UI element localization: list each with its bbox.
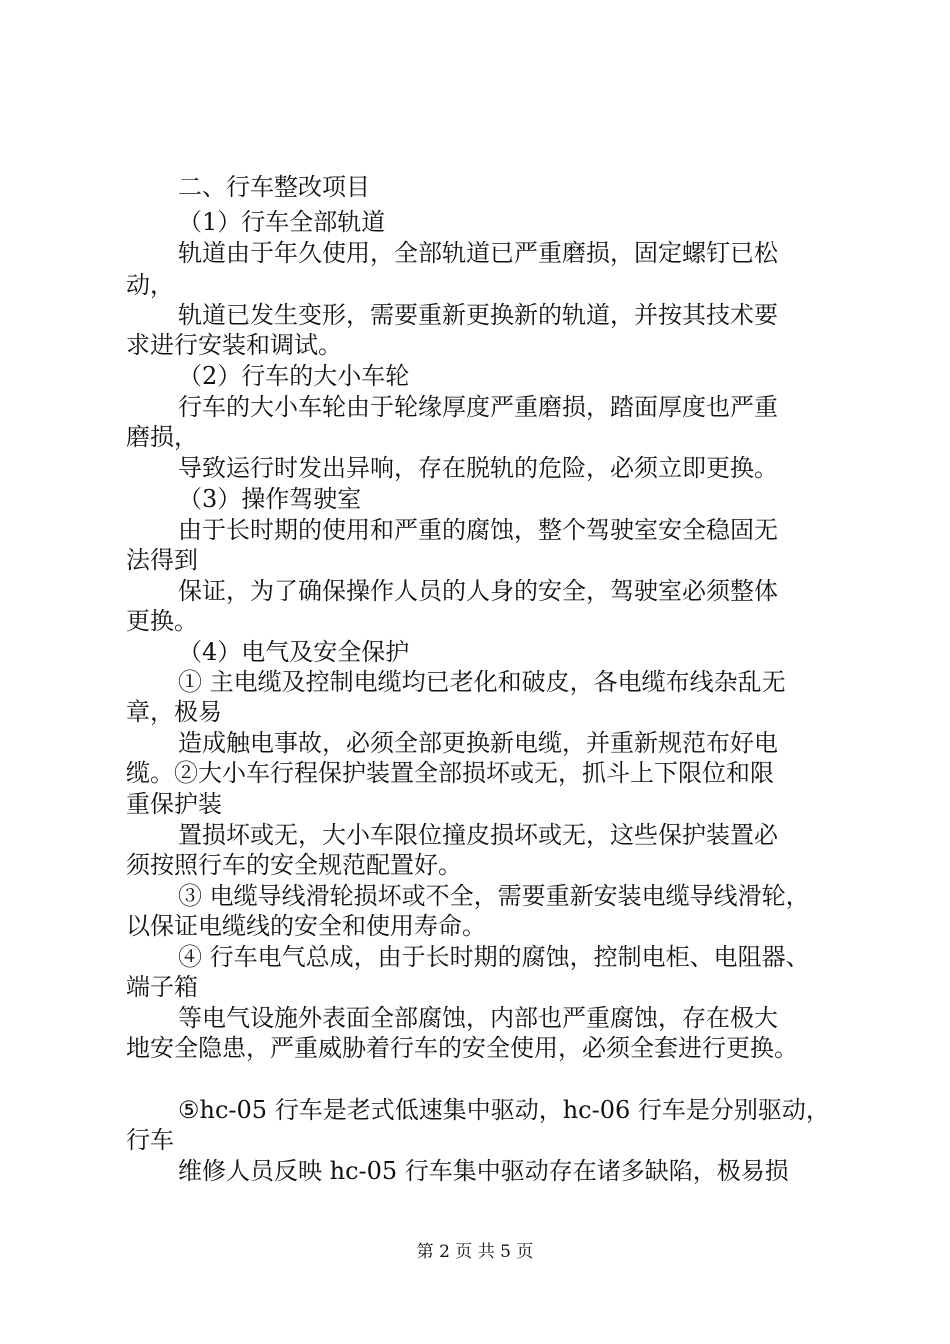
paragraph-line: 动， — [126, 271, 174, 299]
paragraph-line: 轨道已发生变形，需要重新更换新的轨道，并按其技术要 — [178, 301, 778, 329]
paragraph-line: ③ 电缆导线滑轮损坏或不全，需要重新安装电缆导线滑轮， — [178, 882, 810, 910]
paragraph-line: ⑤hc-05 行车是老式低速集中驱动，hc-06 行车是分别驱动， — [178, 1096, 830, 1124]
paragraph-line: 行车 — [126, 1126, 174, 1154]
paragraph-line: 导致运行时发出异响，存在脱轨的危险，必须立即更换。 — [178, 454, 778, 482]
paragraph-line: 等电气设施外表面全部腐蚀，内部也严重腐蚀，存在极大 — [178, 1004, 778, 1032]
paragraph-line: 法得到 — [126, 546, 198, 574]
paragraph-line: 章，极易 — [126, 698, 222, 726]
subheading: （1）行车全部轨道 — [178, 208, 386, 236]
paragraph-line: ① 主电缆及控制电缆均已老化和破皮，各电缆布线杂乱无 — [178, 668, 786, 696]
subheading: （3）操作驾驶室 — [178, 485, 362, 513]
paragraph-line: 以保证电缆线的安全和使用寿命。 — [126, 912, 486, 940]
paragraph-line: 端子箱 — [126, 973, 198, 1001]
paragraph-line: 缆。②大小车行程保护装置全部损坏或无，抓斗上下限位和限 — [126, 759, 774, 787]
paragraph-line: 轨道由于年久使用，全部轨道已严重磨损，固定螺钉已松 — [178, 239, 778, 267]
paragraph-line: 由于长时期的使用和严重的腐蚀，整个驾驶室安全稳固无 — [178, 516, 778, 544]
paragraph-line: 造成触电事故，必须全部更换新电缆，并重新规范布好电 — [178, 729, 778, 757]
paragraph-line: 更换。 — [126, 607, 198, 635]
subheading: （4）电气及安全保护 — [178, 638, 410, 666]
paragraph-line: 地安全隐患，严重威胁着行车的安全使用，必须全套进行更换。 — [126, 1034, 798, 1062]
paragraph-line: 须按照行车的安全规范配置好。 — [126, 851, 462, 879]
paragraph-line: 置损坏或无，大小车限位撞皮损坏或无，这些保护装置必 — [178, 821, 778, 849]
page-number: 第 2 页 共 5 页 — [416, 1242, 534, 1262]
section-heading: 二、行车整改项目 — [178, 173, 370, 201]
paragraph-line: 磨损， — [126, 423, 198, 451]
paragraph-line: 重保护装 — [126, 790, 222, 818]
paragraph-line: 保证，为了确保操作人员的人身的安全，驾驶室必须整体 — [178, 577, 778, 605]
paragraph-line: 行车的大小车轮由于轮缘厚度严重磨损，踏面厚度也严重 — [178, 393, 778, 421]
paragraph-line: 维修人员反映 hc-05 行车集中驱动存在诸多缺陷，极易损 — [178, 1157, 789, 1185]
paragraph-line: ④ 行车电气总成，由于长时期的腐蚀，控制电柜、电阻器、 — [178, 943, 810, 971]
subheading: （2）行车的大小车轮 — [178, 362, 410, 390]
paragraph-line: 求进行安装和调试。 — [126, 331, 342, 359]
